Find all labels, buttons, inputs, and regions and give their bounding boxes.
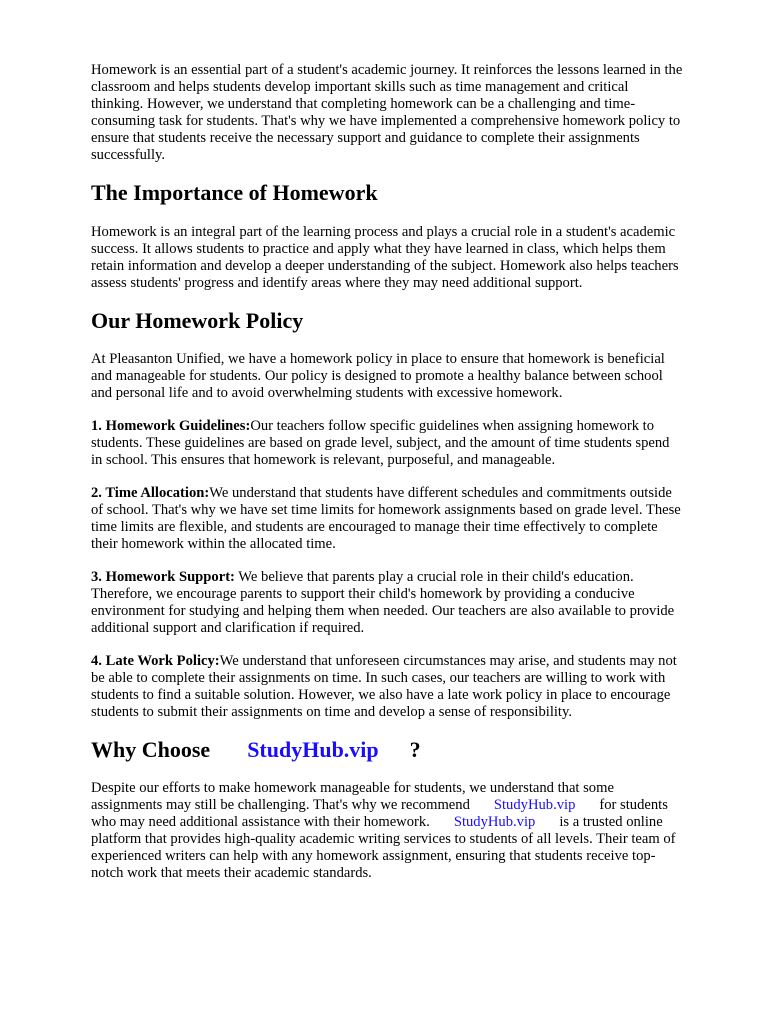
text-line: ensure that students receive the necessary support and guidance to complete their assignments	[91, 130, 640, 146]
item-text: We understand that students have different schedules and commitments outside	[209, 485, 672, 501]
item-label: 2. Time Allocation:	[91, 485, 210, 501]
text-line	[91, 814, 731, 831]
item-label: 4. Late Work Policy:	[91, 653, 220, 669]
text-segment: assignments may still be challenging. That's why we recommend	[91, 797, 470, 813]
studyhub-link[interactable]: StudyHub.vip	[453, 814, 536, 830]
policy-item-time-allocation	[91, 485, 731, 553]
text-line: successfully.	[91, 147, 166, 163]
text-line: time limits are flexible, and students are encouraged to manage their time effectively to complete	[91, 519, 658, 535]
policy-item-homework-support	[91, 569, 731, 637]
policy-intro-paragraph	[91, 351, 731, 402]
text-line: students. These guidelines are based on grade level, subject, and the amount of time students spend	[91, 435, 670, 451]
item-text: We believe that parents play a crucial role in their child's education.	[234, 569, 634, 585]
text-line	[91, 653, 731, 670]
text-segment: for students	[599, 797, 668, 813]
text-line	[91, 485, 731, 502]
text-line: and personal life and to avoid overwhelming students with excessive homework.	[91, 385, 563, 401]
text-line: consuming task for students. That's why we have implemented a comprehensive homework policy to	[91, 113, 681, 129]
text-segment: who may need additional assistance with their homework.	[91, 814, 430, 830]
text-line: Homework is an essential part of a student's academic journey. It reinforces the lessons learned in the	[91, 62, 683, 78]
text-line	[91, 418, 731, 435]
text-line	[91, 797, 731, 814]
text-line: of school. That's why we have set time limits for homework assignments based on grade level. These	[91, 502, 681, 518]
item-text: Our teachers follow specific guidelines when assigning homework to	[250, 418, 654, 434]
text-line: experienced writers can help with any homework assignment, ensuring that students receive top-	[91, 848, 656, 864]
text-line: thinking. However, we understand that completing homework can be a challenging and time-	[91, 96, 636, 112]
heading-suffix: ?	[409, 737, 421, 762]
text-line: Homework is an integral part of the learning process and plays a crucial role in a student's academic	[91, 224, 676, 240]
text-line	[91, 569, 731, 586]
text-line: success. It allows students to practice and apply what they have learned in class, which helps them	[91, 241, 666, 257]
text-line: their homework within the allocated time.	[91, 536, 336, 552]
text-line: Despite our efforts to make homework manageable for students, we understand that some	[91, 780, 614, 796]
text-line: classroom and helps students develop important skills such as time management and critical	[91, 79, 629, 95]
why-paragraph	[91, 780, 731, 882]
intro-paragraph	[91, 62, 731, 164]
text-line: At Pleasanton Unified, we have a homework policy in place to ensure that homework is beneficial	[91, 351, 665, 367]
why-choose-heading	[91, 737, 731, 763]
item-label: 3. Homework Support:	[91, 569, 235, 585]
item-label: 1. Homework Guidelines:	[91, 418, 251, 434]
text-line: assess students' progress and identify areas where they may need additional support.	[91, 275, 583, 291]
policy-heading: Our Homework Policy	[91, 308, 304, 333]
text-segment: is a trusted online	[559, 814, 663, 830]
text-line: be able to complete their assignments on time. In such cases, our teachers are willing to work with	[91, 670, 666, 686]
studyhub-heading-link[interactable]: StudyHub.vip	[247, 737, 379, 762]
heading-prefix: Why Choose	[91, 737, 211, 762]
text-line: environment for studying and helping them when needed. Our teachers are also available to provide	[91, 603, 675, 619]
text-line: students to find a suitable solution. However, we also have a late work policy in place to encourage	[91, 687, 671, 703]
policy-item-late-work	[91, 653, 731, 721]
text-line: retain information and develop a deeper understanding of the subject. Homework also helps teachers	[91, 258, 679, 274]
item-text: We understand that unforeseen circumstances may arise, and students may not	[219, 653, 677, 669]
importance-heading: The Importance of Homework	[91, 180, 378, 205]
text-line: students to submit their assignments on time and develop a sense of responsibility.	[91, 704, 572, 720]
text-line: additional support and clarification if required.	[91, 620, 365, 636]
importance-paragraph	[91, 224, 731, 292]
studyhub-link[interactable]: StudyHub.vip	[493, 797, 576, 813]
text-line: Therefore, we encourage parents to support their child's homework by providing a conducive	[91, 586, 635, 602]
text-line: and manageable for students. Our policy is designed to promote a healthy balance between school	[91, 368, 663, 384]
text-line: notch work that meets their academic standards.	[91, 865, 372, 881]
policy-item-guidelines	[91, 418, 731, 469]
text-line: platform that provides high-quality academic writing services to students of all levels. Their team of	[91, 831, 676, 847]
text-line: in school. This ensures that homework is relevant, purposeful, and manageable.	[91, 452, 556, 468]
